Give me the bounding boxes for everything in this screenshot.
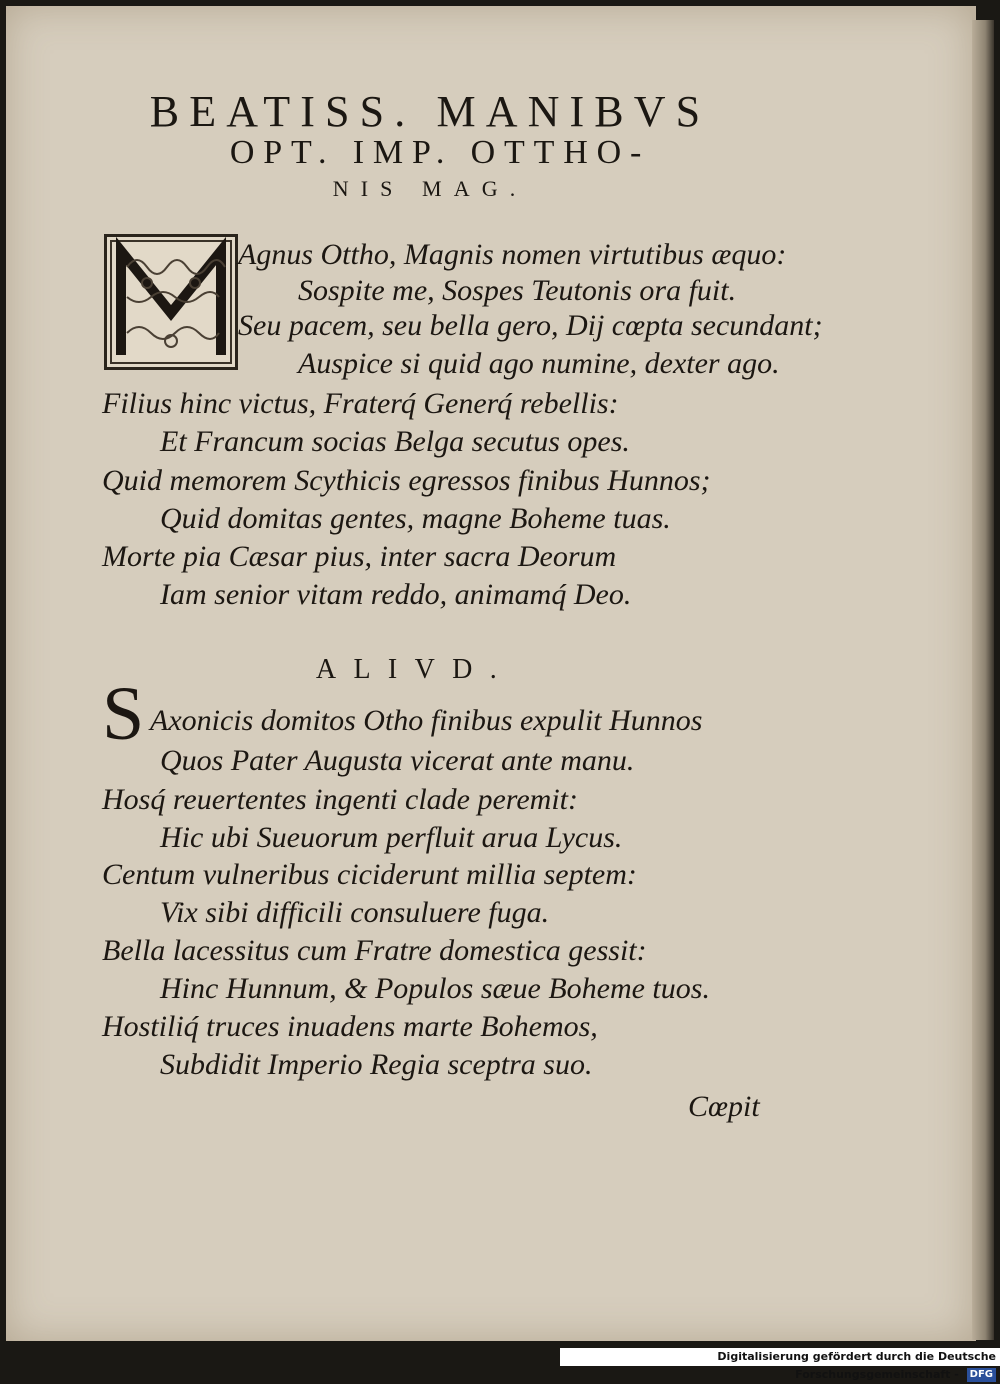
poem1-line-3: Seu pacem, seu bella gero, Dij cœpta secundant; xyxy=(238,309,823,342)
poem1-line-4: Auspice si quid ago numine, dexter ago. xyxy=(298,347,780,380)
catchword: Cœpit xyxy=(688,1090,760,1123)
poem2-line-2: Quos Pater Augusta vicerat ante manu. xyxy=(160,744,635,777)
heading-line-1: BEATISS. MANIBVS xyxy=(149,87,711,136)
poem1-line-9: Morte pia Cæsar pius, inter sacra Deorum xyxy=(102,540,617,573)
decorated-initial-m xyxy=(104,234,238,370)
poem1-line-2: Sospite me, Sospes Teutonis ora fuit. xyxy=(298,274,737,307)
heading-line-3: NIS MAG. xyxy=(332,176,528,201)
poem2-line-6: Vix sibi difficili consuluere fuga. xyxy=(160,896,550,929)
digitization-footer xyxy=(560,1348,1000,1381)
poem2-line-9: Hostiliq́ truces inuadens marte Bohemos, xyxy=(102,1010,598,1043)
poem1-line-8: Quid domitas gentes, magne Boheme tuas. xyxy=(160,502,671,535)
dfg-logo[interactable]: DFG xyxy=(967,1368,996,1382)
poem2-line-3: Hosq́ reuertentes ingenti clade peremit: xyxy=(102,783,578,816)
drop-initial-s: S xyxy=(102,672,145,756)
page-edge xyxy=(972,20,994,1340)
poem1-line-5: Filius hinc victus, Fraterq́ Generq́ rebellis: xyxy=(102,387,619,420)
poem1-line-7: Quid memorem Scythicis egressos finibus Hunnos; xyxy=(102,464,711,497)
poem2-line-10: Subdidit Imperio Regia sceptra suo. xyxy=(160,1048,593,1081)
poem1-line-1: Agnus Ottho, Magnis nomen virtutibus æquo: xyxy=(238,238,787,271)
footer-text: Digitalisierung gefördert durch die Deutsche Forschungsgemeinschaft - xyxy=(717,1350,996,1381)
poem2-line-7: Bella lacessitus cum Fratre domestica gessit: xyxy=(102,934,647,967)
poem2-line-8: Hinc Hunnum, & Populos sæue Boheme tuos. xyxy=(160,972,710,1005)
poem2-line-1: Axonicis domitos Otho finibus expulit Hunnos xyxy=(150,704,703,737)
poem2-line-5: Centum vulneribus ciciderunt millia septem: xyxy=(102,858,637,891)
poem1-line-10: Iam senior vitam reddo, animamq́ Deo. xyxy=(160,578,632,611)
poem1-line-6: Et Francum socias Belga secutus opes. xyxy=(160,425,630,458)
heading-line-2: OPT. IMP. OTTHO- xyxy=(229,134,651,171)
section-title: ALIVD. xyxy=(315,654,515,685)
ornament-initial-icon xyxy=(107,237,235,367)
poem2-line-4: Hic ubi Sueuorum perfluit arua Lycus. xyxy=(160,821,623,854)
